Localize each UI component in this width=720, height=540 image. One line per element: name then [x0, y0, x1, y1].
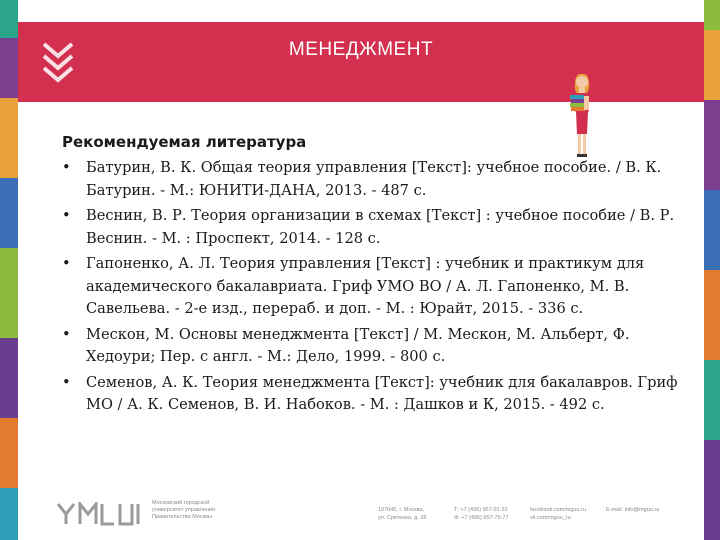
- footer-phone: Т: +7 (495) 957-91-32 Ф: +7 (495) 957-75-77: [454, 507, 509, 521]
- section-heading: Рекомендуемая литература: [62, 133, 307, 151]
- bullet-icon: •: [62, 159, 71, 176]
- list-item: [62, 324, 682, 369]
- footer-university-name: Московский городской университет управления Правительства Москвы: [152, 500, 216, 520]
- list-item: [62, 372, 682, 417]
- bullet-icon: •: [62, 207, 71, 224]
- left-decor-strip: [0, 0, 18, 540]
- university-logo-icon: [56, 502, 144, 526]
- footer-social-links[interactable]: facebook.com/mguu.ru vk.com/mguu_ru: [530, 507, 586, 521]
- right-decor-strip: [704, 0, 720, 540]
- references-list: [62, 157, 682, 417]
- footer: [0, 494, 720, 540]
- page-title: МЕНЕДЖМЕНТ: [288, 39, 434, 60]
- footer-email[interactable]: E-mail: info@mguu.ru: [606, 507, 660, 513]
- footer-address: 107045, г. Москва, ул. Сретенка, д. 28: [378, 507, 427, 521]
- bullet-icon: •: [62, 255, 71, 272]
- bullet-icon: •: [62, 373, 71, 391]
- reference-text: Мескон, М. Основы менеджмента [Текст] / М. Мескон, М. Альберт, Ф. Хедоури; Пер. с англ. - М.: Дело, 1999. - 800 с.: [86, 325, 630, 365]
- reference-text: Гапоненко, А. Л. Теория управления [Текст] : учебник и практикум для академического бакалавриата. Гриф УМО ВО / А. Л. Гапоненко, М. В. Савельева. - 2-е изд., перераб. и доп. - М. : Юрайт, 2015. - 336 с.: [86, 255, 645, 317]
- list-item: [62, 205, 682, 250]
- list-item: [62, 253, 682, 321]
- reference-text: Батурин, В. К. Общая теория управления [Текст]: учебное пособие. / В. К. Батурин. - М.: ЮНИТИ-ДАНА, 2013. - 487 с.: [86, 159, 662, 199]
- list-item: [62, 157, 682, 202]
- reference-text: Веснин, В. Р. Теория организации в схемах [Текст] : учебное пособие / В. Р. Веснин. - М. : Проспект, 2014. - 128 с.: [86, 207, 675, 247]
- reference-text: Семенов, А. К. Теория менеджмента [Текст]: учебник для бакалавров. Гриф МО / А. К. Семенов, В. И. Набоков. - М. : Дашков и К, 2015. - 492 с.: [86, 373, 678, 413]
- content-area: [62, 131, 682, 420]
- bullet-icon: •: [62, 325, 71, 343]
